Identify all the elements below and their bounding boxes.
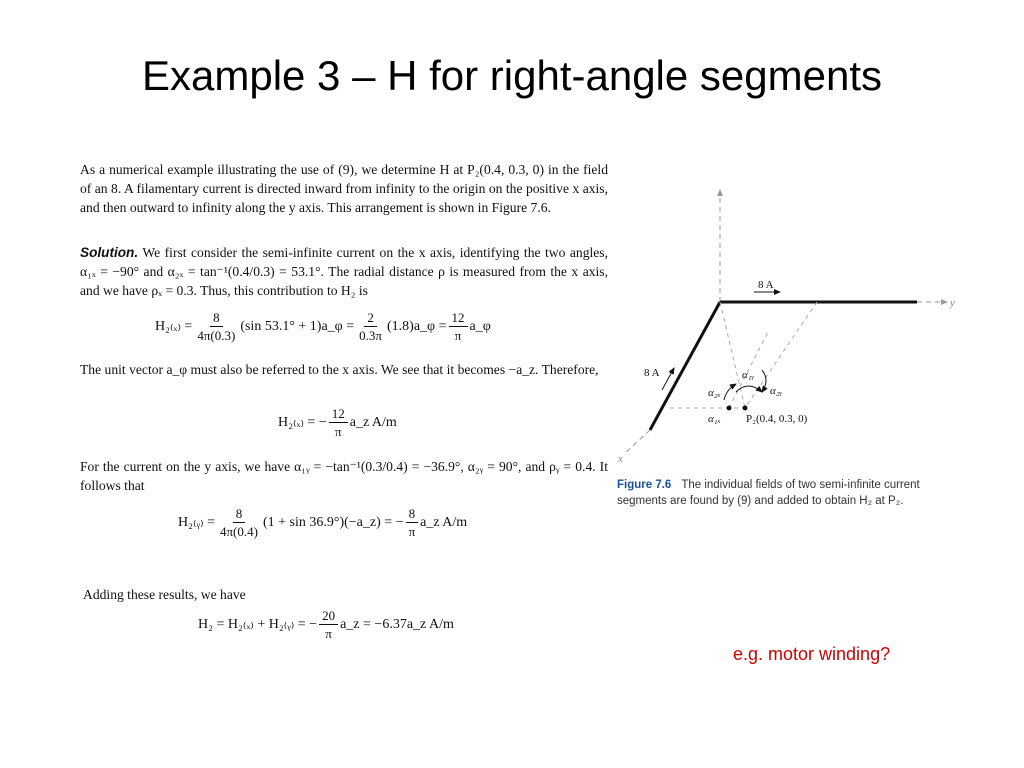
eq1-f1-num: 8 [210, 310, 223, 327]
label-current-x: 8 A [644, 367, 660, 379]
eq3-fraction-1 [217, 506, 261, 539]
label-alpha-1x: α₁ₓ [708, 413, 721, 425]
construction-line-1 [720, 302, 745, 408]
eq1-mid2: (1.8)a_φ = [387, 318, 447, 334]
eq4-end: a_z = −6.37a_z A/m [340, 616, 454, 632]
eq1-fraction-3 [449, 310, 468, 343]
eq4-f-num: 20 [319, 608, 338, 625]
eq1-f3-den: π [454, 328, 462, 343]
intro-paragraph: As a numerical example illustrating the use of (9), we determine H at P₂(0.4, 0.3, 0) in the field of an 8. A filamentary current is directed inward from infinity to the origin on the positive x axis, and then outward to infinity along the y axis. This arrangement is shown in Figure 7.6. [80, 162, 608, 215]
label-current-y: 8 A [758, 279, 774, 291]
label-point-p2: P₂(0.4, 0.3, 0) [746, 413, 808, 425]
figure-caption [617, 478, 957, 509]
point-marker-left [727, 406, 732, 411]
eq4-fraction [319, 608, 338, 641]
slide-note: e.g. motor winding? [733, 644, 891, 664]
arc-alpha-2y [762, 370, 766, 392]
solution-label: Solution. [80, 245, 139, 260]
figure-7-6-diagram [612, 180, 972, 470]
eq3-f1-den: 4π(0.4) [219, 524, 258, 539]
label-axis-x: x [618, 453, 623, 465]
eq1-f2-den: 0.3π [359, 328, 382, 343]
y-axis-paragraph: For the current on the y axis, we have α₁ᵧ = −tan⁻¹(0.3/0.4) = −36.9°, α₂ᵧ = 90°, and ρᵧ = 0.4. It follows that [80, 459, 608, 493]
eq2-f-num: 12 [329, 406, 348, 423]
eq2-end: a_z A/m [349, 414, 397, 430]
eq3-f1-num: 8 [233, 506, 246, 523]
eq4-lhs: H₂ = H₂₍ₓ₎ + H₂₍ᵧ₎ = − [198, 617, 318, 632]
unit-vector-paragraph: The unit vector a_φ must also be referred to the x axis. We see that it becomes −a_z. Therefore, [80, 362, 599, 377]
arc-alpha-1y [736, 386, 762, 392]
eq1-f2-num: 2 [364, 310, 377, 327]
point-p2 [743, 406, 748, 411]
x-axis-current [650, 302, 720, 430]
slide-title: Example 3 – H for right-angle segments [141, 52, 883, 99]
label-alpha-1y: α₁ᵧ [742, 369, 755, 381]
figure-caption-text: The individual fields of two semi-infinite current segments are found by (9) and added to obtain H₂ at P₂. [617, 479, 920, 507]
x-axis-extension [624, 430, 650, 454]
eq1-end: a_φ [469, 318, 491, 334]
eq2-lhs: H₂₍ₓ₎ = − [278, 415, 327, 430]
eq1-fraction-2 [356, 310, 385, 343]
adding-paragraph: Adding these results, we have [83, 587, 246, 602]
equation-h2x-result [278, 406, 397, 439]
eq3-end: a_z A/m [420, 514, 468, 530]
eq1-lhs: H₂₍ₓ₎ = [155, 319, 193, 334]
eq3-fraction-2 [406, 506, 419, 539]
eq1-f1-den: 4π(0.3) [197, 328, 236, 343]
eq4-f-den: π [325, 626, 332, 641]
eq2-fraction [329, 406, 348, 439]
label-alpha-2x: α₂ₓ [708, 387, 721, 399]
label-alpha-2y: α₂ᵧ [770, 385, 783, 397]
eq1-fraction-1 [194, 310, 238, 343]
eq3-f2-num: 8 [406, 506, 419, 523]
eq1-f3-num: 12 [449, 310, 468, 327]
figure-label: Figure 7.6 [617, 479, 672, 491]
solution-paragraph [80, 243, 608, 300]
label-axis-y: y [950, 297, 955, 309]
equation-h2-total [198, 608, 454, 641]
eq1-mid1: (sin 53.1° + 1)a_φ = [240, 318, 355, 334]
eq3-f2-den: π [408, 524, 416, 539]
equation-h2x-full [155, 310, 491, 343]
equation-h2y [178, 506, 467, 539]
solution-text: We first consider the semi-infinite current on the x axis, identifying the two angles, α₁ₓ = −90° and α₂ₓ = tan⁻¹(0.4/0.3) = 53.1°. The radial distance ρ is measured from the x axis, and we have ρₓ = 0.3. Thus, this contribution to H₂ is [80, 245, 608, 298]
eq3-mid: (1 + sin 36.9°)(−a_z) = − [262, 514, 404, 530]
eq3-lhs: H₂₍ᵧ₎ = [178, 515, 215, 530]
eq2-f-den: π [334, 424, 342, 439]
